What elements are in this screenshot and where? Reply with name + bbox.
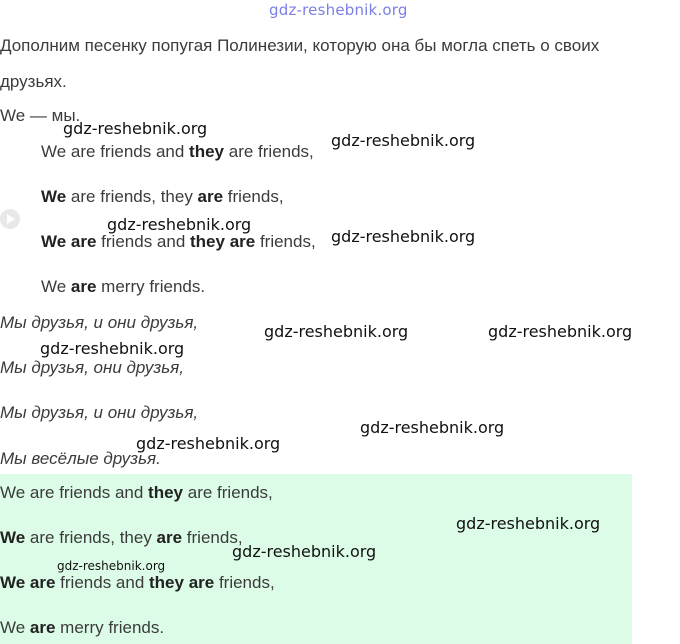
translation-line-1: Мы друзья, и они друзья, [0,313,199,332]
watermark: gdz-reshebnik.org [136,434,281,453]
watermark: gdz-reshebnik.org [488,322,633,341]
watermark: gdz-reshebnik.org [63,119,208,138]
task-prefix: We — мы. [0,106,81,125]
play-circle-icon[interactable] [0,209,20,229]
watermark: gdz-reshebnik.org [40,339,185,358]
song-line-4: We are merry friends. [41,277,206,296]
watermark: gdz-reshebnik.org [264,322,409,341]
site-title[interactable]: gdz-reshebnik.org [269,1,408,19]
answer-line-1: We are friends and they are friends, [0,483,273,502]
song-line-3: We are friends and they are friends, [41,232,316,251]
watermark: gdz-reshebnik.org [456,514,601,533]
watermark: gdz-reshebnik.org [57,559,166,573]
answer-line-4: We are merry friends. [0,618,165,637]
translation-line-3: Мы друзья, и они друзья, [0,403,199,422]
translation-line-2: Мы друзья, они друзья, [0,358,184,377]
watermark: gdz-reshebnik.org [107,215,252,234]
song-line-2: We are friends, they are friends, [41,187,284,206]
watermark: gdz-reshebnik.org [360,418,505,437]
answer-line-2: We are friends, they are friends, [0,528,243,547]
watermark: gdz-reshebnik.org [331,227,476,246]
watermark: gdz-reshebnik.org [232,542,377,561]
song-line-1: We are friends and they are friends, [41,142,314,161]
watermark: gdz-reshebnik.org [331,131,476,150]
translation-line-4: Мы весёлые друзья. [0,449,161,468]
task-intro: Дополним песенку попугая Полинезии, которую она бы могла спеть о своих друзьях. [0,36,600,91]
answer-line-3: We are friends and they are friends, [0,573,275,592]
